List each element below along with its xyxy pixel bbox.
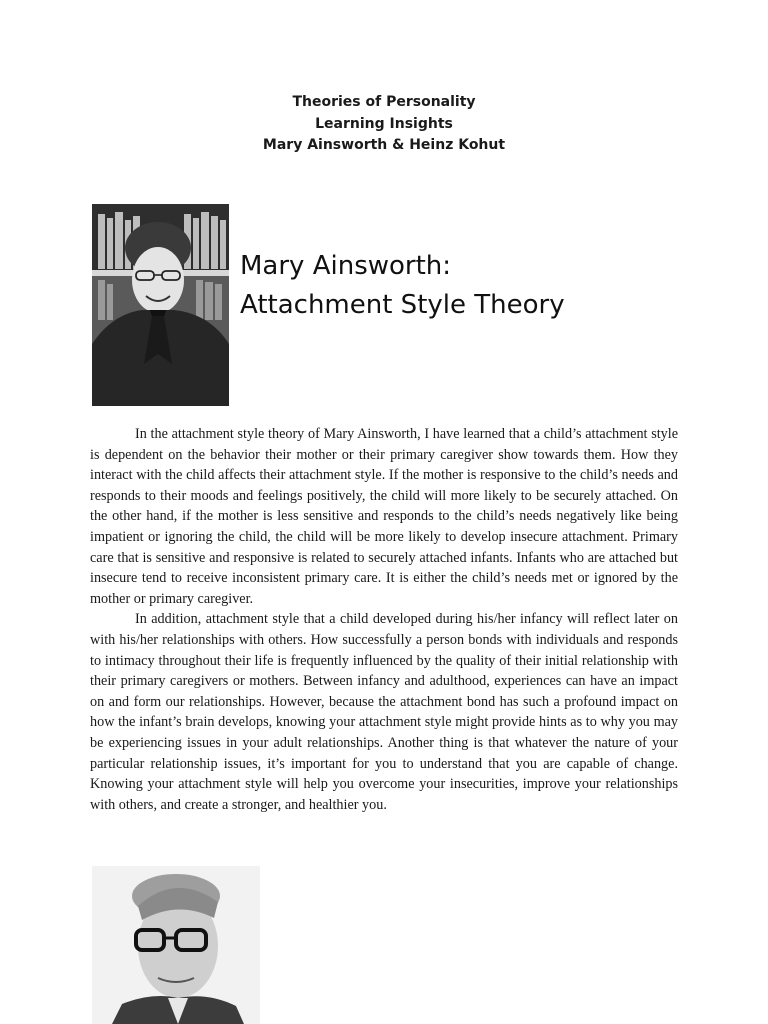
document-header	[0, 92, 768, 157]
section-title-line2: Attachment Style Theory	[240, 290, 565, 320]
paragraph: In the attachment style theory of Mary Ainsworth, I have learned that a child’s attachment style is dependent on the behavior their mother or their primary caregiver show towards them. How they interact with the child affects their attachment style. If the mother is responsive to the child’s needs and responds to their moods and feelings positively, the child will more likely to be securely attached. On the other hand, if the mother is less sensitive and responds to the child’s needs negatively like being impatient or ignoring the child, the child will be more likely to develop insecure attachment. Primary care that is sensitive and responsive is related to securely attached infants. Infants who are attached but insecure tend to receive inconsistent primary care. It is either the child’s needs met or ignored by the mother or primary caregiver.	[90, 426, 678, 607]
heinz-kohut-photo	[92, 866, 260, 1024]
header-subtitle: Learning Insights	[315, 115, 453, 132]
header-course-title: Theories of Personality	[292, 94, 476, 110]
paragraph: In addition, attachment style that a child developed during his/her infancy will reflect later on with his/her relationships with others. How successfully a person bonds with individuals and responds to intimacy throughout their life is frequently influenced by the quality of their initial relationship with their primary caregivers or mothers. Between infancy and adulthood, experiences can have an impact on and form our relationships. However, because the attachment bond has such a profound impact on how the infant’s brain develops, knowing your attachment style might provide hints as to why you may be experiencing issues in your adult relationships. Another thing is that whatever the nature of your particular relationship issues, it’s important for you to understand that you are capable of change. Knowing your attachment style will help you overcome your insecurities, improve your relationships with others, and create a stronger, and healthier you.	[90, 611, 678, 813]
body-text	[90, 424, 678, 815]
mary-ainsworth-photo	[92, 204, 229, 406]
section-title-line1: Mary Ainsworth:	[240, 251, 452, 281]
section-title	[240, 247, 565, 325]
header-topic: Mary Ainsworth & Heinz Kohut	[262, 137, 506, 153]
